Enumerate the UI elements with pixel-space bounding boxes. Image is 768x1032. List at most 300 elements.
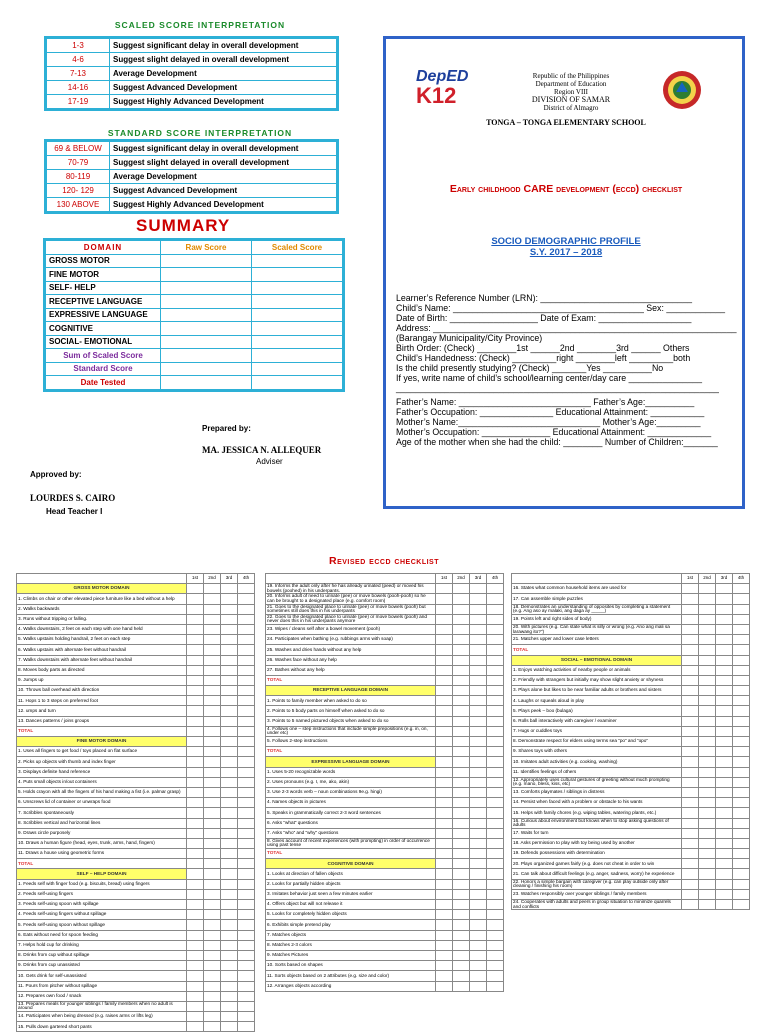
quarter-check-cell[interactable] [453, 716, 470, 726]
quarter-check-cell[interactable] [453, 686, 470, 696]
quarter-check-cell[interactable] [716, 665, 733, 675]
quarter-check-cell[interactable] [436, 828, 453, 838]
quarter-check-cell[interactable] [436, 594, 453, 604]
quarter-check-cell[interactable] [487, 675, 504, 685]
quarter-check-cell[interactable] [436, 675, 453, 685]
quarter-check-cell[interactable] [238, 696, 255, 706]
quarter-check-cell[interactable] [487, 910, 504, 920]
quarter-check-cell[interactable] [187, 818, 204, 828]
quarter-check-cell[interactable] [436, 747, 453, 757]
quarter-check-cell[interactable] [487, 645, 504, 655]
quarter-check-cell[interactable] [187, 1022, 204, 1032]
quarter-check-cell[interactable] [470, 808, 487, 818]
quarter-check-cell[interactable] [238, 889, 255, 899]
quarter-check-cell[interactable] [470, 675, 487, 685]
quarter-check-cell[interactable] [238, 940, 255, 950]
quarter-check-cell[interactable] [238, 838, 255, 848]
quarter-check-cell[interactable] [238, 604, 255, 614]
quarter-check-cell[interactable] [682, 635, 699, 645]
quarter-check-cell[interactable] [204, 818, 221, 828]
quarter-check-cell[interactable] [453, 737, 470, 747]
quarter-check-cell[interactable] [221, 594, 238, 604]
quarter-check-cell[interactable] [187, 594, 204, 604]
quarter-check-cell[interactable] [453, 920, 470, 930]
quarter-check-cell[interactable] [470, 900, 487, 910]
quarter-check-cell[interactable] [470, 624, 487, 634]
quarter-check-cell[interactable] [238, 991, 255, 1001]
quarter-check-cell[interactable] [716, 879, 733, 889]
quarter-check-cell[interactable] [487, 686, 504, 696]
quarter-check-cell[interactable] [187, 798, 204, 808]
quarter-check-cell[interactable] [187, 635, 204, 645]
quarter-check-cell[interactable] [187, 940, 204, 950]
quarter-check-cell[interactable] [436, 971, 453, 981]
quarter-check-cell[interactable] [733, 655, 750, 665]
quarter-check-cell[interactable] [204, 869, 221, 879]
quarter-check-cell[interactable] [436, 737, 453, 747]
quarter-check-cell[interactable] [487, 726, 504, 736]
quarter-check-cell[interactable] [436, 818, 453, 828]
quarter-check-cell[interactable] [436, 604, 453, 614]
quarter-check-cell[interactable] [716, 706, 733, 716]
quarter-check-cell[interactable] [187, 716, 204, 726]
quarter-check-cell[interactable] [187, 859, 204, 869]
quarter-check-cell[interactable] [187, 869, 204, 879]
quarter-check-cell[interactable] [733, 838, 750, 848]
quarter-check-cell[interactable] [238, 665, 255, 675]
quarter-check-cell[interactable] [699, 900, 716, 910]
quarter-check-cell[interactable] [733, 859, 750, 869]
quarter-check-cell[interactable] [204, 584, 221, 594]
quarter-check-cell[interactable] [221, 798, 238, 808]
quarter-check-cell[interactable] [238, 808, 255, 818]
quarter-check-cell[interactable] [470, 981, 487, 991]
quarter-check-cell[interactable] [204, 950, 221, 960]
quarter-check-cell[interactable] [436, 584, 453, 594]
quarter-check-cell[interactable] [699, 635, 716, 645]
quarter-check-cell[interactable] [470, 971, 487, 981]
quarter-check-cell[interactable] [733, 777, 750, 787]
quarter-check-cell[interactable] [221, 818, 238, 828]
quarter-check-cell[interactable] [187, 757, 204, 767]
quarter-check-cell[interactable] [682, 614, 699, 624]
quarter-check-cell[interactable] [187, 584, 204, 594]
quarter-check-cell[interactable] [221, 1001, 238, 1011]
quarter-check-cell[interactable] [487, 696, 504, 706]
quarter-check-cell[interactable] [682, 889, 699, 899]
quarter-check-cell[interactable] [699, 798, 716, 808]
quarter-check-cell[interactable] [221, 767, 238, 777]
quarter-check-cell[interactable] [238, 900, 255, 910]
quarter-check-cell[interactable] [221, 686, 238, 696]
quarter-check-cell[interactable] [221, 777, 238, 787]
quarter-check-cell[interactable] [204, 614, 221, 624]
quarter-check-cell[interactable] [453, 635, 470, 645]
quarter-check-cell[interactable] [204, 991, 221, 1001]
quarter-check-cell[interactable] [436, 889, 453, 899]
quarter-check-cell[interactable] [682, 604, 699, 614]
quarter-check-cell[interactable] [221, 879, 238, 889]
quarter-check-cell[interactable] [682, 726, 699, 736]
quarter-check-cell[interactable] [470, 737, 487, 747]
quarter-check-cell[interactable] [716, 594, 733, 604]
quarter-check-cell[interactable] [699, 686, 716, 696]
quarter-check-cell[interactable] [682, 706, 699, 716]
quarter-check-cell[interactable] [221, 869, 238, 879]
quarter-check-cell[interactable] [682, 675, 699, 685]
quarter-check-cell[interactable] [470, 859, 487, 869]
quarter-check-cell[interactable] [470, 635, 487, 645]
quarter-check-cell[interactable] [436, 869, 453, 879]
quarter-check-cell[interactable] [187, 737, 204, 747]
quarter-check-cell[interactable] [187, 675, 204, 685]
quarter-check-cell[interactable] [453, 614, 470, 624]
quarter-check-cell[interactable] [699, 818, 716, 828]
quarter-check-cell[interactable] [487, 624, 504, 634]
quarter-check-cell[interactable] [682, 828, 699, 838]
quarter-check-cell[interactable] [453, 604, 470, 614]
quarter-check-cell[interactable] [733, 645, 750, 655]
quarter-check-cell[interactable] [682, 645, 699, 655]
quarter-check-cell[interactable] [453, 798, 470, 808]
quarter-check-cell[interactable] [436, 767, 453, 777]
quarter-check-cell[interactable] [238, 614, 255, 624]
quarter-check-cell[interactable] [204, 961, 221, 971]
quarter-check-cell[interactable] [733, 869, 750, 879]
quarter-check-cell[interactable] [221, 961, 238, 971]
quarter-check-cell[interactable] [487, 665, 504, 675]
quarter-check-cell[interactable] [682, 859, 699, 869]
quarter-check-cell[interactable] [470, 920, 487, 930]
quarter-check-cell[interactable] [699, 777, 716, 787]
quarter-check-cell[interactable] [436, 940, 453, 950]
quarter-check-cell[interactable] [487, 716, 504, 726]
quarter-check-cell[interactable] [487, 889, 504, 899]
quarter-check-cell[interactable] [204, 645, 221, 655]
quarter-check-cell[interactable] [436, 716, 453, 726]
quarter-check-cell[interactable] [238, 655, 255, 665]
quarter-check-cell[interactable] [436, 624, 453, 634]
quarter-check-cell[interactable] [470, 726, 487, 736]
quarter-check-cell[interactable] [733, 787, 750, 797]
quarter-check-cell[interactable] [716, 767, 733, 777]
quarter-check-cell[interactable] [453, 665, 470, 675]
quarter-check-cell[interactable] [716, 726, 733, 736]
quarter-check-cell[interactable] [436, 726, 453, 736]
quarter-check-cell[interactable] [238, 635, 255, 645]
quarter-check-cell[interactable] [487, 787, 504, 797]
quarter-check-cell[interactable] [453, 910, 470, 920]
quarter-check-cell[interactable] [453, 757, 470, 767]
quarter-check-cell[interactable] [436, 910, 453, 920]
quarter-check-cell[interactable] [487, 879, 504, 889]
quarter-check-cell[interactable] [487, 849, 504, 859]
quarter-check-cell[interactable] [187, 777, 204, 787]
quarter-check-cell[interactable] [716, 787, 733, 797]
quarter-check-cell[interactable] [733, 889, 750, 899]
quarter-check-cell[interactable] [682, 808, 699, 818]
quarter-check-cell[interactable] [716, 696, 733, 706]
quarter-check-cell[interactable] [238, 716, 255, 726]
quarter-check-cell[interactable] [716, 828, 733, 838]
quarter-check-cell[interactable] [436, 655, 453, 665]
quarter-check-cell[interactable] [699, 645, 716, 655]
quarter-check-cell[interactable] [470, 930, 487, 940]
quarter-check-cell[interactable] [221, 757, 238, 767]
quarter-check-cell[interactable] [436, 614, 453, 624]
quarter-check-cell[interactable] [470, 940, 487, 950]
quarter-check-cell[interactable] [699, 716, 716, 726]
quarter-check-cell[interactable] [487, 777, 504, 787]
quarter-check-cell[interactable] [733, 757, 750, 767]
quarter-check-cell[interactable] [699, 889, 716, 899]
quarter-check-cell[interactable] [682, 798, 699, 808]
quarter-check-cell[interactable] [470, 910, 487, 920]
quarter-check-cell[interactable] [221, 940, 238, 950]
quarter-check-cell[interactable] [238, 624, 255, 634]
quarter-check-cell[interactable] [187, 808, 204, 818]
quarter-check-cell[interactable] [716, 849, 733, 859]
quarter-check-cell[interactable] [238, 971, 255, 981]
quarter-check-cell[interactable] [682, 869, 699, 879]
quarter-check-cell[interactable] [238, 777, 255, 787]
quarter-check-cell[interactable] [436, 645, 453, 655]
quarter-check-cell[interactable] [221, 604, 238, 614]
quarter-check-cell[interactable] [187, 961, 204, 971]
quarter-check-cell[interactable] [204, 1022, 221, 1032]
quarter-check-cell[interactable] [221, 696, 238, 706]
quarter-check-cell[interactable] [187, 838, 204, 848]
quarter-check-cell[interactable] [221, 747, 238, 757]
quarter-check-cell[interactable] [470, 686, 487, 696]
quarter-check-cell[interactable] [436, 950, 453, 960]
quarter-check-cell[interactable] [699, 757, 716, 767]
quarter-check-cell[interactable] [682, 767, 699, 777]
quarter-check-cell[interactable] [453, 818, 470, 828]
quarter-check-cell[interactable] [221, 838, 238, 848]
quarter-check-cell[interactable] [187, 910, 204, 920]
quarter-check-cell[interactable] [187, 828, 204, 838]
quarter-check-cell[interactable] [453, 838, 470, 848]
quarter-check-cell[interactable] [699, 808, 716, 818]
quarter-check-cell[interactable] [716, 686, 733, 696]
quarter-check-cell[interactable] [204, 726, 221, 736]
quarter-check-cell[interactable] [187, 889, 204, 899]
quarter-check-cell[interactable] [699, 604, 716, 614]
quarter-check-cell[interactable] [487, 981, 504, 991]
quarter-check-cell[interactable] [716, 869, 733, 879]
quarter-check-cell[interactable] [470, 889, 487, 899]
quarter-check-cell[interactable] [733, 818, 750, 828]
quarter-check-cell[interactable] [470, 838, 487, 848]
quarter-check-cell[interactable] [733, 696, 750, 706]
quarter-check-cell[interactable] [204, 777, 221, 787]
quarter-check-cell[interactable] [487, 900, 504, 910]
quarter-check-cell[interactable] [487, 828, 504, 838]
quarter-check-cell[interactable] [487, 757, 504, 767]
quarter-check-cell[interactable] [204, 655, 221, 665]
quarter-check-cell[interactable] [204, 737, 221, 747]
quarter-check-cell[interactable] [487, 604, 504, 614]
quarter-check-cell[interactable] [716, 777, 733, 787]
quarter-check-cell[interactable] [487, 767, 504, 777]
quarter-check-cell[interactable] [487, 635, 504, 645]
quarter-check-cell[interactable] [453, 594, 470, 604]
quarter-check-cell[interactable] [221, 849, 238, 859]
quarter-check-cell[interactable] [453, 706, 470, 716]
quarter-check-cell[interactable] [682, 594, 699, 604]
quarter-check-cell[interactable] [682, 696, 699, 706]
quarter-check-cell[interactable] [733, 767, 750, 777]
quarter-check-cell[interactable] [187, 614, 204, 624]
quarter-check-cell[interactable] [699, 584, 716, 594]
quarter-check-cell[interactable] [453, 787, 470, 797]
quarter-check-cell[interactable] [238, 859, 255, 869]
quarter-check-cell[interactable] [238, 594, 255, 604]
quarter-check-cell[interactable] [238, 767, 255, 777]
quarter-check-cell[interactable] [487, 655, 504, 665]
quarter-check-cell[interactable] [187, 950, 204, 960]
quarter-check-cell[interactable] [470, 614, 487, 624]
quarter-check-cell[interactable] [453, 624, 470, 634]
quarter-check-cell[interactable] [221, 828, 238, 838]
quarter-check-cell[interactable] [699, 737, 716, 747]
quarter-check-cell[interactable] [221, 910, 238, 920]
quarter-check-cell[interactable] [487, 808, 504, 818]
quarter-check-cell[interactable] [204, 828, 221, 838]
quarter-check-cell[interactable] [187, 879, 204, 889]
quarter-check-cell[interactable] [238, 645, 255, 655]
quarter-check-cell[interactable] [682, 879, 699, 889]
quarter-check-cell[interactable] [221, 737, 238, 747]
quarter-check-cell[interactable] [716, 635, 733, 645]
quarter-check-cell[interactable] [733, 706, 750, 716]
quarter-check-cell[interactable] [204, 594, 221, 604]
quarter-check-cell[interactable] [699, 747, 716, 757]
quarter-check-cell[interactable] [453, 930, 470, 940]
quarter-check-cell[interactable] [238, 981, 255, 991]
quarter-check-cell[interactable] [221, 981, 238, 991]
quarter-check-cell[interactable] [453, 828, 470, 838]
quarter-check-cell[interactable] [204, 859, 221, 869]
quarter-check-cell[interactable] [221, 675, 238, 685]
quarter-check-cell[interactable] [682, 777, 699, 787]
quarter-check-cell[interactable] [453, 879, 470, 889]
quarter-check-cell[interactable] [470, 696, 487, 706]
quarter-check-cell[interactable] [453, 971, 470, 981]
quarter-check-cell[interactable] [187, 787, 204, 797]
quarter-check-cell[interactable] [453, 767, 470, 777]
quarter-check-cell[interactable] [221, 950, 238, 960]
quarter-check-cell[interactable] [716, 584, 733, 594]
quarter-check-cell[interactable] [453, 777, 470, 787]
quarter-check-cell[interactable] [470, 645, 487, 655]
quarter-check-cell[interactable] [470, 767, 487, 777]
quarter-check-cell[interactable] [487, 869, 504, 879]
quarter-check-cell[interactable] [221, 787, 238, 797]
quarter-check-cell[interactable] [699, 655, 716, 665]
quarter-check-cell[interactable] [733, 747, 750, 757]
quarter-check-cell[interactable] [682, 716, 699, 726]
quarter-check-cell[interactable] [733, 798, 750, 808]
quarter-check-cell[interactable] [682, 655, 699, 665]
quarter-check-cell[interactable] [470, 604, 487, 614]
quarter-check-cell[interactable] [204, 716, 221, 726]
quarter-check-cell[interactable] [204, 747, 221, 757]
quarter-check-cell[interactable] [699, 767, 716, 777]
quarter-check-cell[interactable] [238, 787, 255, 797]
quarter-check-cell[interactable] [470, 747, 487, 757]
quarter-check-cell[interactable] [716, 716, 733, 726]
quarter-check-cell[interactable] [453, 645, 470, 655]
quarter-check-cell[interactable] [204, 808, 221, 818]
quarter-check-cell[interactable] [733, 849, 750, 859]
quarter-check-cell[interactable] [238, 706, 255, 716]
quarter-check-cell[interactable] [436, 787, 453, 797]
quarter-check-cell[interactable] [436, 930, 453, 940]
quarter-check-cell[interactable] [682, 787, 699, 797]
quarter-check-cell[interactable] [470, 777, 487, 787]
quarter-check-cell[interactable] [470, 961, 487, 971]
quarter-check-cell[interactable] [238, 930, 255, 940]
quarter-check-cell[interactable] [238, 584, 255, 594]
quarter-check-cell[interactable] [204, 696, 221, 706]
quarter-check-cell[interactable] [682, 818, 699, 828]
quarter-check-cell[interactable] [699, 849, 716, 859]
quarter-check-cell[interactable] [238, 747, 255, 757]
quarter-check-cell[interactable] [682, 624, 699, 634]
quarter-check-cell[interactable] [487, 950, 504, 960]
quarter-check-cell[interactable] [204, 706, 221, 716]
quarter-check-cell[interactable] [716, 838, 733, 848]
quarter-check-cell[interactable] [221, 1012, 238, 1022]
quarter-check-cell[interactable] [733, 665, 750, 675]
quarter-check-cell[interactable] [436, 798, 453, 808]
quarter-check-cell[interactable] [221, 1022, 238, 1032]
quarter-check-cell[interactable] [716, 900, 733, 910]
quarter-check-cell[interactable] [453, 655, 470, 665]
quarter-check-cell[interactable] [699, 706, 716, 716]
quarter-check-cell[interactable] [187, 849, 204, 859]
quarter-check-cell[interactable] [221, 889, 238, 899]
quarter-check-cell[interactable] [453, 889, 470, 899]
quarter-check-cell[interactable] [204, 604, 221, 614]
quarter-check-cell[interactable] [470, 584, 487, 594]
quarter-check-cell[interactable] [716, 645, 733, 655]
quarter-check-cell[interactable] [733, 594, 750, 604]
quarter-check-cell[interactable] [187, 686, 204, 696]
quarter-check-cell[interactable] [204, 920, 221, 930]
quarter-check-cell[interactable] [733, 900, 750, 910]
quarter-check-cell[interactable] [716, 737, 733, 747]
quarter-check-cell[interactable] [187, 665, 204, 675]
quarter-check-cell[interactable] [470, 665, 487, 675]
quarter-check-cell[interactable] [204, 1001, 221, 1011]
quarter-check-cell[interactable] [436, 961, 453, 971]
quarter-check-cell[interactable] [238, 1012, 255, 1022]
quarter-check-cell[interactable] [221, 614, 238, 624]
quarter-check-cell[interactable] [187, 696, 204, 706]
quarter-check-cell[interactable] [716, 675, 733, 685]
quarter-check-cell[interactable] [238, 757, 255, 767]
quarter-check-cell[interactable] [733, 726, 750, 736]
quarter-check-cell[interactable] [682, 838, 699, 848]
quarter-check-cell[interactable] [733, 675, 750, 685]
quarter-check-cell[interactable] [487, 838, 504, 848]
quarter-check-cell[interactable] [733, 686, 750, 696]
quarter-check-cell[interactable] [487, 798, 504, 808]
quarter-check-cell[interactable] [221, 655, 238, 665]
